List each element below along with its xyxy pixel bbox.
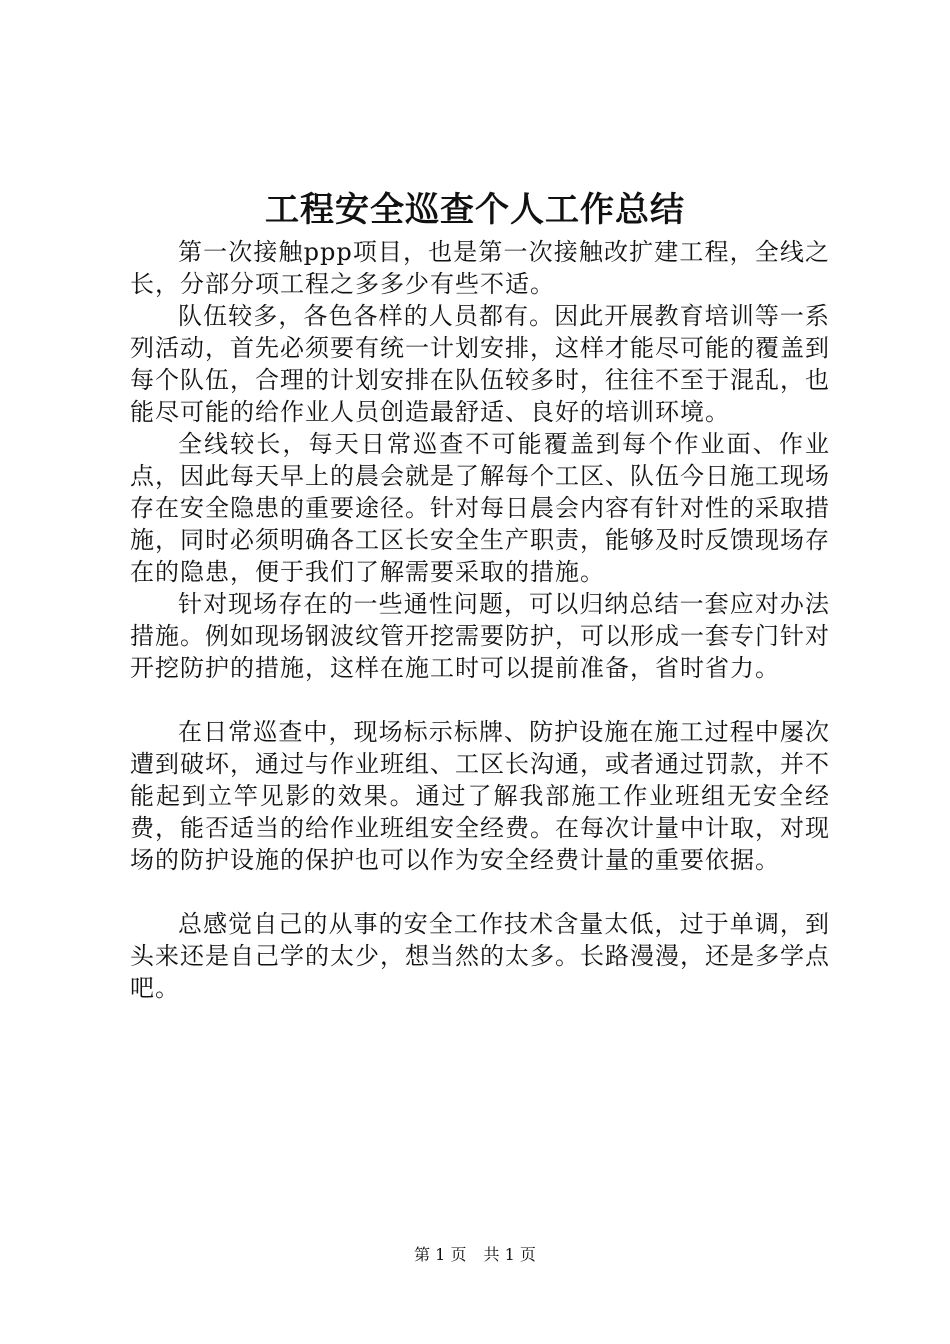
paragraph-2: 队伍较多，各色各样的人员都有。因此开展教育培训等一系列活动，首先必须要有统一计划安排，这样才能尽可能的覆盖到每个队伍，合理的计划安排在队伍较多时，往往不至于混乱，也能尽可能的给作业人员创造最舒适、良好的培训环境。 (130, 302, 830, 426)
paragraph-6: 总感觉自己的从事的安全工作技术含量太低，过于单调，到头来还是自己学的太少，想当然的太多。长路漫漫，还是多学点吧。 (130, 910, 830, 1002)
document-title: 工程安全巡查个人工作总结 (265, 190, 685, 230)
paragraph-3: 全线较长，每天日常巡查不可能覆盖到每个作业面、作业点，因此每天早上的晨会就是了解每个工区、队伍今日施工现场存在安全隐患的重要途径。针对每日晨会内容有针对性的采取措施，同时必须明确各工区长安全生产职责，能够及时反馈现场存在的隐患，便于我们了解需要采取的措施。 (130, 430, 830, 586)
page-footer (0, 1245, 950, 1265)
paragraph-4: 针对现场存在的一些通性问题，可以归纳总结一套应对办法措施。例如现场钢波纹管开挖需要防护，可以形成一套专门针对开挖防护的措施，这样在施工时可以提前准备，省时省力。 (130, 590, 830, 682)
page-total: 共 1 页 (483, 1245, 536, 1264)
paragraph-1: 第一次接触ppp项目，也是第一次接触改扩建工程，全线之长，分部分项工程之多多少有些不适。 (130, 238, 830, 298)
paragraph-5: 在日常巡查中，现场标示标牌、防护设施在施工过程中屡次遭到破坏，通过与作业班组、工区长沟通，或者通过罚款，并不能起到立竿见影的效果。通过了解我部施工作业班组无安全经费，能否适当的给作业班组安全经费。在每次计量中计取，对现场的防护设施的保护也可以作为安全经费计量的重要依据。 (130, 718, 830, 874)
document-body (130, 236, 830, 1004)
page-number: 第 1 页 (414, 1245, 467, 1264)
